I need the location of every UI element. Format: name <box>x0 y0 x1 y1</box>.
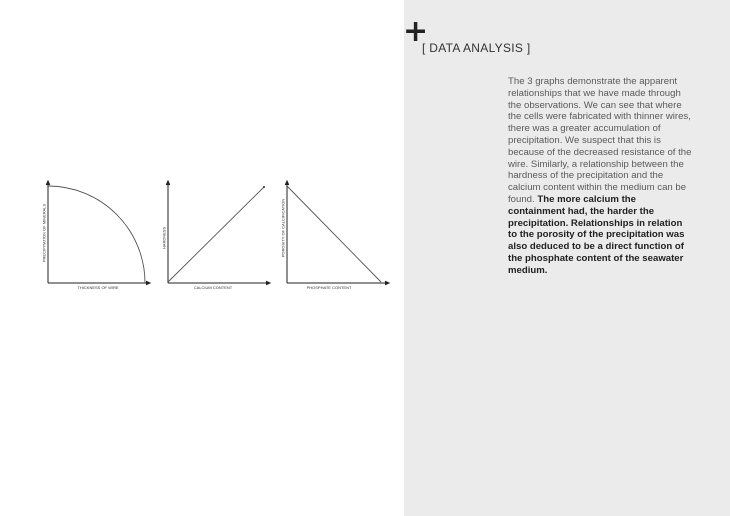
data-curve <box>48 186 145 283</box>
description-paragraph <box>508 76 692 277</box>
y-axis-label: PRECIPITATION OF MINERALS <box>41 203 47 263</box>
description-bold-text: The more calcium the containment had, the harder the precipitation. Relationships in relation to the porosity of the precipitation was also deduced to be a direct function of the phosphate content of the seawater medium. <box>508 193 685 276</box>
data-line <box>287 186 381 282</box>
x-axis-label: PHOSPHATE CONTENT <box>306 285 352 290</box>
y-axis-arrow <box>285 181 289 185</box>
plus-icon: + <box>403 14 429 49</box>
y-axis-arrow <box>166 181 170 185</box>
x-axis-label: CALCIUM CONTENT <box>193 285 233 290</box>
y-axis-label: HARDNESS <box>161 226 167 250</box>
description-text: The 3 graphs demonstrate the apparent relationships that we have made through the observations. We can see that where the cells were fabricated with thinner wires, there was a greater accumulation of precipitation. We suspect that this is because of the decreased resistance of the wire. Similarly, a relationship between the hardness of the precipitation and the calcium content within the medium can be found. <box>508 76 692 205</box>
y-axis-label: POROSITY OF CALCIFICATION <box>280 198 286 258</box>
y-axis-arrow <box>46 181 50 185</box>
x-axis-arrow <box>385 281 389 285</box>
graph-phosphate-content <box>277 178 393 290</box>
section-title: [ DATA ANALYSIS ] <box>422 41 531 55</box>
graph-wire-thickness <box>38 178 154 290</box>
x-axis-label: THICKNESS OF WIRE <box>77 285 119 290</box>
data-line-endpoint <box>263 186 265 188</box>
graph-calcium-content <box>158 178 274 290</box>
data-line <box>168 187 264 282</box>
x-axis-arrow <box>146 281 150 285</box>
x-axis-arrow <box>266 281 270 285</box>
